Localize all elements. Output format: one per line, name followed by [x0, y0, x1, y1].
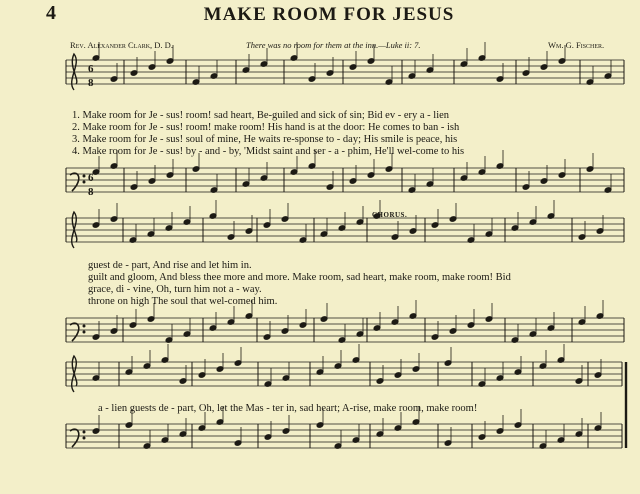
- verse-2-line-1: 2. Make room for Je - sus! room! make room! His hand is at the door: He comes to ban - ish: [72, 122, 460, 133]
- composer-credit: Wm. G. Fischer.: [548, 40, 605, 50]
- chorus-lyrics: a - lien guests de - part, Oh, let the Mas - ter in, sad heart; A-rise, make room, make room!: [98, 403, 478, 414]
- bass-clef-dot: [83, 325, 85, 327]
- verse-4-line-2: throne on high The soul that wel-comed him.: [88, 296, 278, 307]
- time-signature-bass-bottom: 8: [88, 186, 94, 198]
- bass-clef-icon: [70, 429, 79, 447]
- verse-1-line-2: guest de - part, And rise and let him in.: [88, 260, 252, 271]
- verse-1-line-1: 1. Make room for Je - sus! room! sad heart, Be-guiled and sick of sin; Bid ev - ery a - lien: [72, 110, 450, 121]
- author-credit: Rev. Alexander Clark, D. D.: [70, 40, 173, 50]
- time-signature-bass-top: 6: [88, 172, 94, 184]
- time-signature-treble-bottom: 8: [88, 77, 94, 89]
- bass-clef-dot: [83, 331, 85, 333]
- chorus-label: CHORUS.: [372, 211, 408, 219]
- time-signature-treble-top: 6: [88, 63, 94, 75]
- scripture-reference: There was no room for them at the inn.—Luke ii: 7.: [246, 40, 421, 50]
- bass-clef-dot: [83, 431, 85, 433]
- bass-clef-dot: [83, 181, 85, 183]
- verse-2-line-2: guilt and gloom, And bless thee more and more. Make room, sad heart, make room, make room! Bid: [88, 272, 511, 283]
- song-title: MAKE ROOM FOR JESUS: [203, 4, 455, 25]
- bass-clef-dot: [83, 175, 85, 177]
- page-number: 4: [46, 2, 56, 24]
- bass-clef-dot: [83, 437, 85, 439]
- verse-4-line-1: 4. Make room for Je - sus! by - and - by, 'Midst saint and ser - a - phim, He'll wel-come to his: [72, 146, 465, 157]
- verse-3-line-2: grace, di - vine, Oh, turn him not a - way.: [88, 284, 262, 295]
- verse-3-line-1: 3. Make room for Je - sus! soul of mine, He waits re-sponse to - day; His smile is peace, his: [72, 134, 458, 145]
- bass-clef-icon: [70, 173, 79, 191]
- bass-clef-icon: [70, 323, 79, 341]
